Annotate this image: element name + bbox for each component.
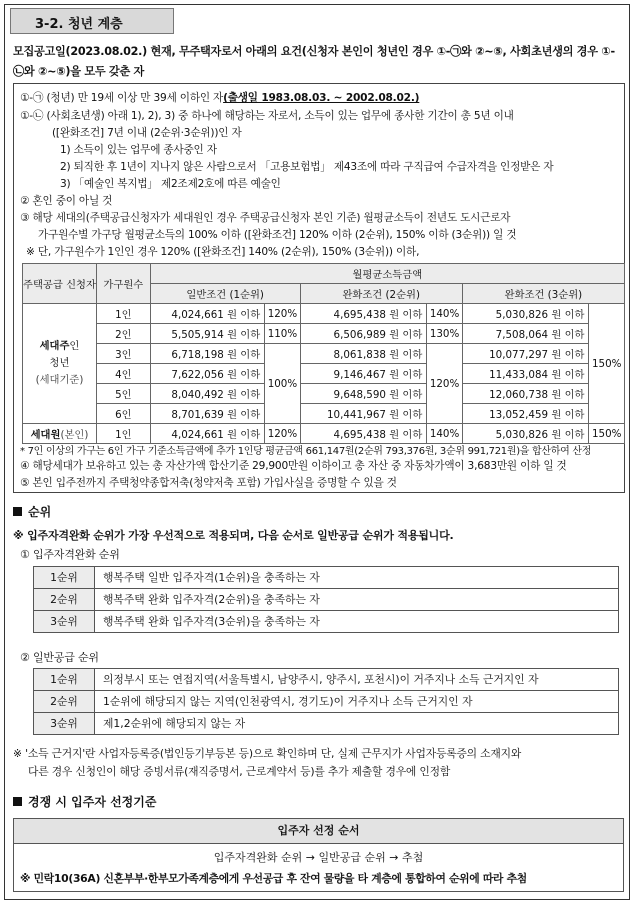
- rank-desc: 행복주택 완화 입주자격(2순위)을 충족하는 자: [95, 589, 619, 611]
- col-members: 가구원수: [96, 264, 150, 304]
- table-row: [23, 304, 625, 324]
- relax2-pct-merged: 120%: [427, 344, 462, 424]
- table-row: [23, 424, 625, 444]
- relax3-pct: 150%: [589, 424, 625, 444]
- req-starter-2: ([완화조건] 7년 이내 (2순위·3순위))인 자: [52, 127, 242, 139]
- rank-desc: 의정부시 또는 연접지역(서울특별시, 남양주시, 양주시, 포천시)이 거주지나 소득 근거지인 자: [95, 669, 619, 691]
- members-cell: 1인: [96, 424, 150, 444]
- members-cell: 3인: [96, 344, 150, 364]
- square-bullet-icon: [13, 797, 22, 806]
- general-amount: 5,505,914 원 이하: [150, 324, 265, 344]
- general-pct: 120%: [265, 424, 300, 444]
- general-amount: 7,622,056 원 이하: [150, 364, 265, 384]
- relax3-amount: 5,030,826 원 이하: [462, 304, 589, 324]
- selection-heading: [13, 793, 156, 810]
- col-relax3: 완화조건 (3순위): [462, 284, 624, 304]
- rank-heading: [13, 503, 51, 520]
- general-amount: 8,701,639 원 이하: [150, 404, 265, 424]
- relax2-amount: 4,695,438 원 이하: [300, 304, 427, 324]
- table-row: [34, 691, 619, 713]
- square-bullet-icon: [13, 507, 22, 516]
- selection-box: [13, 818, 624, 892]
- rank-desc: 1순위에 해당되지 않는 지역(인천광역시, 경기도)이 거주지나 소득 근거지인 자: [95, 691, 619, 713]
- group-head-youth: 청년: [49, 357, 70, 369]
- selection-note: ※ 민락10(36A) 신혼부부·한부모가족계층에게 우선공급 후 잔여 물량을 타 계층에 통합하여 순위에 따라 추첨: [20, 872, 527, 885]
- section-title: 3-2. 청년 계층: [35, 17, 123, 32]
- members-cell: 1인: [96, 304, 150, 324]
- rank-cell: 1순위: [34, 567, 95, 589]
- rank-cell: 2순위: [34, 589, 95, 611]
- relax2-amount: 10,441,967 원 이하: [300, 404, 427, 424]
- selection-box-title: 입주자 선정 순서: [14, 819, 623, 844]
- req-marriage: ② 혼인 중이 아닐 것: [20, 195, 113, 207]
- relax2-pct: 140%: [427, 304, 462, 324]
- rank-heading-text: 순위: [28, 505, 52, 519]
- table-row: [23, 404, 625, 424]
- general-pct: 120%: [265, 304, 300, 324]
- req-starter-4: 2) 퇴직한 후 1년이 지나지 않은 사람으로서 「고용보험법」 제43조에 따라 구직급여 수급자격을 인정받은 자: [60, 161, 554, 173]
- selection-order: 입주자격완화 순위 → 일반공급 순위 → 추첨: [213, 851, 424, 864]
- relax3-amount: 10,077,297 원 이하: [462, 344, 589, 364]
- group-head-rest: 인: [69, 340, 80, 352]
- relax3-amount: 11,433,084 원 이하: [462, 364, 589, 384]
- selection-heading-text: 경쟁 시 입주자 선정기준: [28, 795, 157, 809]
- table-row: [23, 324, 625, 344]
- rank-cell: 3순위: [34, 611, 95, 633]
- members-cell: 4인: [96, 364, 150, 384]
- rank-desc: 행복주택 완화 입주자격(3순위)을 충족하는 자: [95, 611, 619, 633]
- general-amount: 4,024,661 원 이하: [150, 304, 265, 324]
- col-applicant: 주택공급 신청자: [23, 264, 97, 304]
- table-row: [34, 713, 619, 735]
- table-row: [34, 589, 619, 611]
- table-row: [23, 364, 625, 384]
- col-relax2: 완화조건 (2순위): [300, 284, 462, 304]
- rank2-title: ② 일반공급 순위: [20, 651, 99, 664]
- table-row: [34, 611, 619, 633]
- col-income: 월평균소득금액: [150, 264, 624, 284]
- relax3-amount: 5,030,826 원 이하: [462, 424, 589, 444]
- relax3-amount: 7,508,064 원 이하: [462, 324, 589, 344]
- members-cell: 5인: [96, 384, 150, 404]
- relax2-amount: 9,146,467 원 이하: [300, 364, 427, 384]
- relax2-amount: 9,648,590 원 이하: [300, 384, 427, 404]
- members-cell: 2인: [96, 324, 150, 344]
- relax2-amount: 8,061,838 원 이하: [300, 344, 427, 364]
- income-basis-note-2: 다른 경우 신청인이 해당 증빙서류(재직증명서, 근로계약서 등)를 추가 제출할 경우에 인정함: [28, 765, 451, 778]
- relax2-amount: 6,506,989 원 이하: [300, 324, 427, 344]
- req-starter-1: ①-㉡ (사회초년생) 아래 1), 2), 3) 중 하나에 해당하는 자로서, 소득이 있는 업무에 종사한 기간이 총 5년 이내: [20, 110, 514, 122]
- table-row: [34, 567, 619, 589]
- relax3-amount: 13,052,459 원 이하: [462, 404, 589, 424]
- relax3-pct-merged: 150%: [589, 304, 625, 424]
- req-savings: ⑤ 본인 입주전까지 주택청약종합저축(청약저축 포함) 가입사실을 증명할 수 있을 것: [20, 477, 397, 489]
- col-general: 일반조건 (1순위): [150, 284, 300, 304]
- rank-desc: 행복주택 일반 입주자격(1순위)을 충족하는 자: [95, 567, 619, 589]
- income-basis-note-1: ※ '소득 근거지'란 사업자등록증(법인등기부등본 등)으로 확인하며 단, 실제 근무지가 사업자등록증의 소재지와: [13, 747, 522, 760]
- req-youth: [20, 90, 419, 105]
- req-income-2: 가구원수별 가구당 월평균소득의 100% 이하 ([완화조건] 120% 이하 (2순위), 150% 이하 (3순위)) 일 것: [38, 229, 517, 241]
- req-income-1: ③ 해당 세대의(주택공급신청자가 세대원인 경우 주택공급신청자 본인 기준) 월평균소득이 전년도 도시근로자: [20, 212, 511, 224]
- group-head-cell: [23, 304, 97, 424]
- table-row: [23, 344, 625, 364]
- general-amount: 4,024,661 원 이하: [150, 424, 265, 444]
- table-row: [34, 669, 619, 691]
- relax3-amount: 12,060,738 원 이하: [462, 384, 589, 404]
- rank1-title: ① 입주자격완화 순위: [20, 548, 120, 561]
- req-asset: ④ 해당세대가 보유하고 있는 총 자산가액 합산기준 29,900만원 이하이고 총 자산 중 자동차가액이 3,683만원 이하 일 것: [20, 460, 567, 472]
- rank-cell: 3순위: [34, 713, 95, 735]
- rank-desc: 제1,2순위에 해당되지 않는 자: [95, 713, 619, 735]
- rank-cell: 1순위: [34, 669, 95, 691]
- rank1-table: [33, 566, 619, 633]
- section-title-box: [10, 8, 174, 34]
- rank-note: ※ 입주자격완화 순위가 가장 우선적으로 적용되며, 다음 순서로 일반공급 순위가 적용됩니다.: [13, 529, 454, 542]
- table-row: [23, 384, 625, 404]
- members-cell: 6인: [96, 404, 150, 424]
- member-cell: [23, 424, 97, 444]
- req-starter-5: 3) 「예술인 복지법」 제2조제2호에 따른 예술인: [60, 178, 281, 190]
- req-youth-text: ①-㉠ (청년) 만 19세 이상 만 39세 이하인 자: [20, 92, 224, 104]
- general-amount: 6,718,198 원 이하: [150, 344, 265, 364]
- rank-cell: 2순위: [34, 691, 95, 713]
- req-starter-3: 1) 소득이 있는 업무에 종사중인 자: [60, 144, 217, 156]
- intro-paragraph: 모집공고일(2023.08.02.) 현재, 무주택자로서 아래의 요건(신청자 본인이 청년인 경우 ①-㉠와 ②~⑤, 사회초년생의 경우 ①-㉡와 ②~⑤)을 모두 갖춘 자: [13, 45, 615, 78]
- table-note: * 7인 이상의 가구는 6인 가구 기준소득금액에 추가 1인당 평균금액 661,147원(2순위 793,376원, 3순위 991,721원)을 합산하여 산정: [20, 446, 592, 457]
- group-head-bold: 세대주: [39, 340, 70, 352]
- general-pct-merged: 100%: [265, 344, 300, 424]
- relax2-amount: 4,695,438 원 이하: [300, 424, 427, 444]
- relax2-pct: 140%: [427, 424, 462, 444]
- general-pct: 110%: [265, 324, 300, 344]
- general-amount: 8,040,492 원 이하: [150, 384, 265, 404]
- req-youth-birth: (출생일 1983.08.03. ~ 2002.08.02.): [223, 92, 420, 104]
- member-rest: (본인): [60, 429, 89, 441]
- relax2-pct: 130%: [427, 324, 462, 344]
- income-table: [22, 263, 625, 444]
- member-bold: 세대원: [30, 429, 61, 441]
- rank2-table: [33, 668, 619, 735]
- group-head-basis: (세대기준): [35, 374, 84, 386]
- req-income-3: ※ 단, 가구원수가 1인인 경우 120% ([완화조건] 140% (2순위), 150% (3순위)) 이하,: [26, 246, 420, 258]
